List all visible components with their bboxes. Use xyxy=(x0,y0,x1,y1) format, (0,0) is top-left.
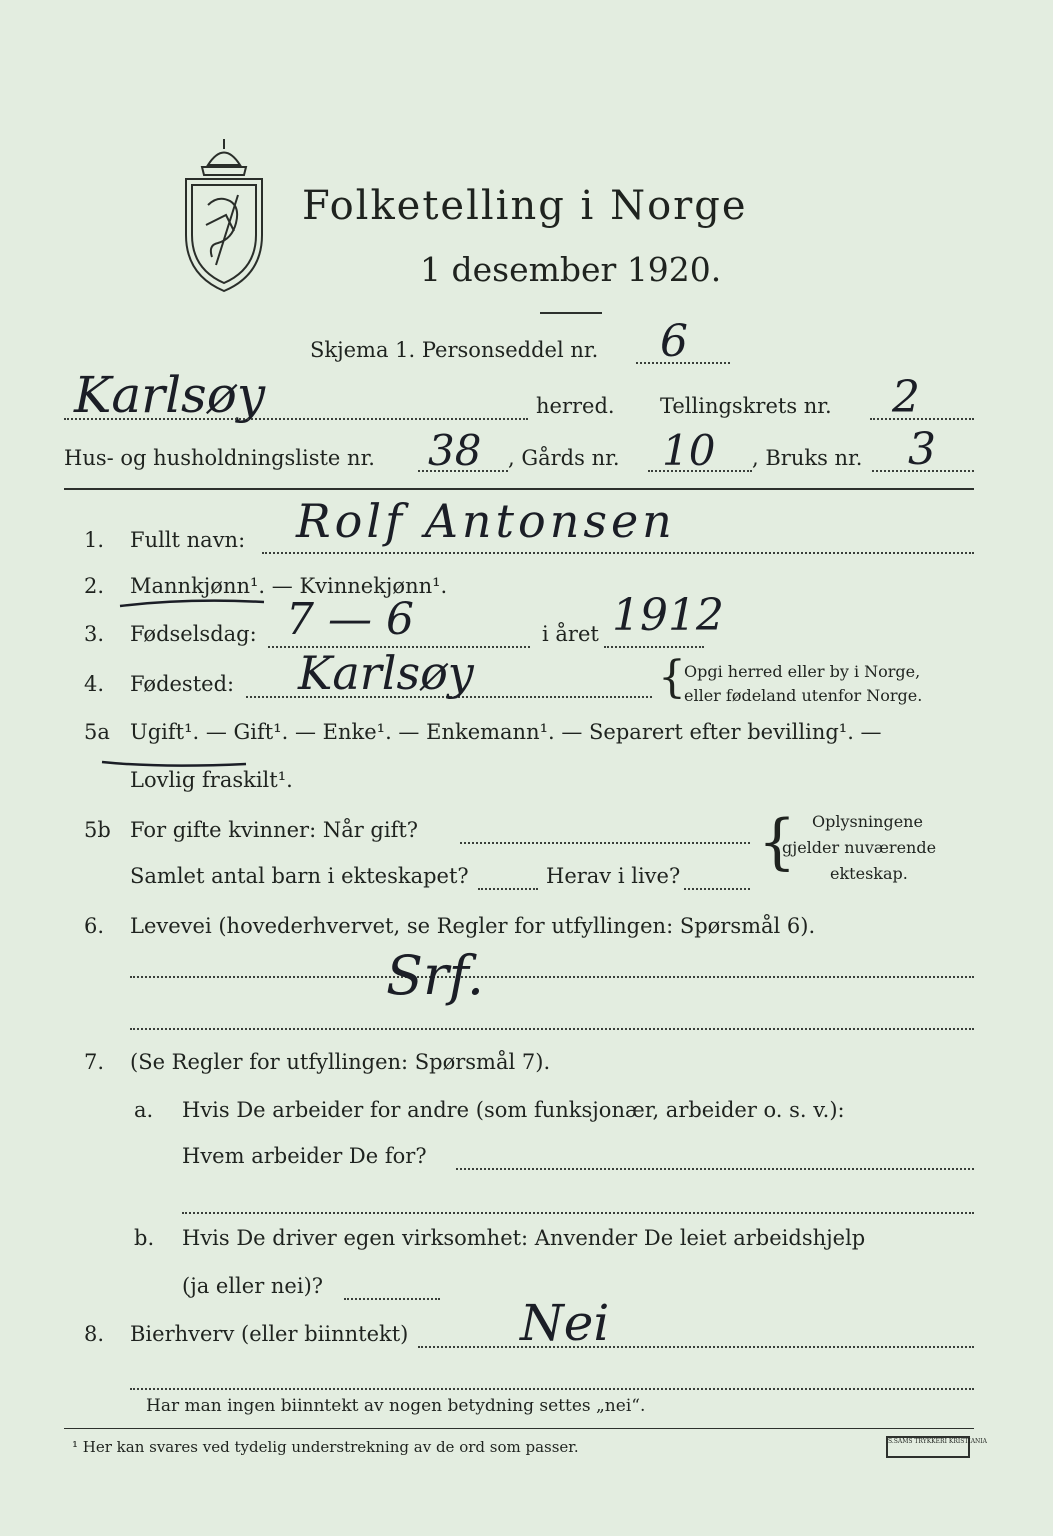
q5b-brace: { xyxy=(758,807,797,877)
q5b-alive-line xyxy=(684,888,750,890)
header-divider xyxy=(64,488,974,490)
q3-label: Fødselsdag: xyxy=(130,622,257,646)
q5b-married-line xyxy=(460,842,750,844)
q7b-text: Hvis De driver egen virksomhet: Anvender De leiet arbeidshjelp xyxy=(182,1226,866,1250)
q7a-line-2 xyxy=(182,1212,974,1214)
q7a-text: Hvis De arbeider for andre (som funksjonær, arbeider o. s. v.): xyxy=(182,1098,845,1122)
q5a-number: 5a xyxy=(84,720,110,744)
q8-number: 8. xyxy=(84,1322,105,1346)
q4-brace: { xyxy=(658,652,686,703)
q4-value: Karlsøy xyxy=(298,646,474,700)
herred-line xyxy=(64,418,528,420)
q8-line-2 xyxy=(130,1388,974,1390)
q5b-note-3: ekteskap. xyxy=(830,864,908,883)
q6-line-2 xyxy=(130,1028,974,1030)
q1-value: Rolf Antonsen xyxy=(296,494,676,548)
form-title: Folketelling i Norge xyxy=(302,183,748,229)
q1-line xyxy=(262,552,974,554)
tellingskrets-nr: 2 xyxy=(892,372,920,423)
q3-day: 7 — 6 xyxy=(286,594,414,645)
q7b-question: (ja eller nei)? xyxy=(182,1274,324,1298)
tellingskrets-label: Tellingskrets nr. xyxy=(660,394,832,418)
bottom-note: Har man ingen biinntekt av nogen betydning settes „nei“. xyxy=(146,1396,646,1416)
q7a-letter: a. xyxy=(134,1098,154,1122)
footer-divider xyxy=(64,1428,974,1429)
gards-nr: 10 xyxy=(662,426,716,475)
q5b-children-label: Samlet antal barn i ekteskapet? xyxy=(130,864,469,888)
q7a-question: Hvem arbeider De for? xyxy=(182,1144,427,1168)
tellingskrets-line xyxy=(870,418,974,420)
q4-label: Fødested: xyxy=(130,672,235,696)
q2-underline xyxy=(118,596,268,610)
q3-year-line xyxy=(604,646,704,648)
q6-line-1 xyxy=(130,976,974,978)
q5b-note-2: gjelder nuværende xyxy=(782,838,937,857)
personseddel-nr: 6 xyxy=(660,316,688,367)
q5b-number: 5b xyxy=(84,818,111,842)
q8-value: Nei xyxy=(520,1294,610,1352)
q5b-line-1: For gifte kvinner: Når gift? xyxy=(130,818,419,842)
herred-label: herred. xyxy=(536,394,615,418)
q8-label: Bierhverv (eller biinntekt) xyxy=(130,1322,409,1346)
herred-value: Karlsøy xyxy=(74,366,266,424)
bruks-nr: 3 xyxy=(908,424,936,475)
title-divider xyxy=(540,312,602,314)
bruks-label: , Bruks nr. xyxy=(752,446,863,470)
q2-label: Mannkjønn¹. — Kvinnekjønn¹. xyxy=(130,574,448,598)
q7a-line-1 xyxy=(456,1168,974,1170)
q6-label: Levevei (hovederhvervet, se Regler for utfyllingen: Spørsmål 6). xyxy=(130,914,816,938)
q7-number: 7. xyxy=(84,1050,105,1074)
q4-note-2: eller fødeland utenfor Norge. xyxy=(684,686,923,705)
q7b-line xyxy=(344,1298,440,1300)
q2-number: 2. xyxy=(84,574,105,598)
q6-value: Srf. xyxy=(386,944,485,1007)
q5b-note-1: Oplysningene xyxy=(812,812,923,831)
norway-coat-of-arms-icon xyxy=(178,135,270,295)
skjema-label: Skjema 1. Personseddel nr. xyxy=(310,338,599,362)
form-date: 1 desember 1920. xyxy=(420,250,722,289)
q5b-alive-label: Herav i live? xyxy=(546,864,681,888)
gards-label: , Gårds nr. xyxy=(508,446,620,470)
hus-label: Hus- og husholdningsliste nr. xyxy=(64,446,375,470)
q1-label: Fullt navn: xyxy=(130,528,246,552)
q5a-line-1: Ugift¹. — Gift¹. — Enke¹. — Enkemann¹. — Separert efter bevilling¹. — xyxy=(130,720,882,744)
q3-year-label: i året xyxy=(542,622,599,646)
q8-line xyxy=(418,1346,974,1348)
q4-note-1: Opgi herred eller by i Norge, xyxy=(684,662,921,681)
q6-number: 6. xyxy=(84,914,105,938)
printer-stamp: S.SAMS TRYKKERI KRISTIANIA xyxy=(886,1436,970,1458)
q7-label: (Se Regler for utfyllingen: Spørsmål 7). xyxy=(130,1050,551,1074)
q5b-children-line xyxy=(478,888,538,890)
q5a-line-2: Lovlig fraskilt¹. xyxy=(130,768,293,792)
q1-number: 1. xyxy=(84,528,105,552)
footnote: ¹ Her kan svares ved tydelig understrekning av de ord som passer. xyxy=(72,1438,579,1456)
q4-number: 4. xyxy=(84,672,105,696)
hus-nr: 38 xyxy=(428,426,482,475)
q7b-letter: b. xyxy=(134,1226,155,1250)
q3-year: 1912 xyxy=(612,590,724,641)
q3-number: 3. xyxy=(84,622,105,646)
